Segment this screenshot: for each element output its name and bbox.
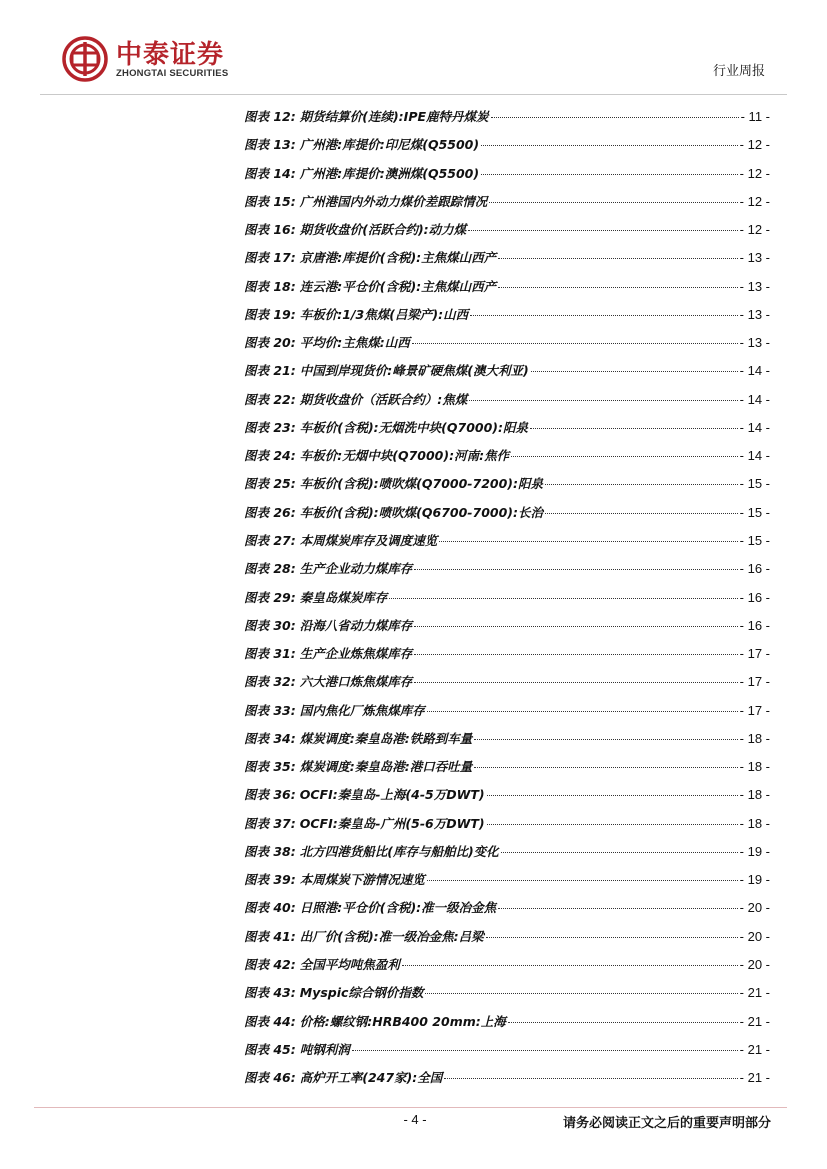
toc-entry[interactable] bbox=[244, 555, 770, 583]
toc-entry-page: - 21 - bbox=[739, 985, 770, 1001]
toc-leader-dots bbox=[468, 230, 737, 231]
toc-entry[interactable] bbox=[244, 160, 770, 188]
toc-entry-label: 图表 38: bbox=[244, 843, 296, 859]
toc-entry[interactable] bbox=[244, 810, 770, 838]
toc-leader-dots bbox=[511, 456, 738, 457]
toc-entry-page: - 20 - bbox=[739, 900, 770, 916]
toc-entry-title: 车板价:无烟中块(Q7000):河南:焦作 bbox=[299, 448, 510, 464]
toc-leader-dots bbox=[498, 258, 737, 259]
toc-entry[interactable] bbox=[244, 1008, 770, 1036]
toc-entry-title: 出厂价(含税):准一级冶金焦:吕梁 bbox=[299, 928, 484, 944]
toc-entry-label: 图表 41: bbox=[244, 928, 296, 944]
toc-leader-dots bbox=[508, 1022, 738, 1023]
toc-entry[interactable] bbox=[244, 103, 770, 131]
toc-entry-title: 全国平均吨焦盈利 bbox=[299, 956, 400, 972]
toc-entry[interactable] bbox=[244, 866, 770, 894]
toc-entry[interactable] bbox=[244, 640, 770, 668]
toc-entry[interactable] bbox=[244, 216, 770, 244]
toc-entry-page: - 13 - bbox=[739, 278, 770, 294]
toc-entry-page: - 18 - bbox=[739, 815, 770, 831]
toc-leader-dots bbox=[425, 993, 737, 994]
toc-entry-title: 车板价(含税):喷吹煤(Q6700-7000):长治 bbox=[299, 504, 543, 520]
toc-leader-dots bbox=[412, 343, 738, 344]
toc-entry-title: 价格:螺纹钢:HRB400 20mm:上海 bbox=[299, 1013, 506, 1029]
toc-entry[interactable] bbox=[244, 527, 770, 555]
toc-entry-label: 图表 23: bbox=[244, 419, 296, 435]
toc-leader-dots bbox=[489, 202, 737, 203]
toc-entry-title: 车板价(含税):喷吹煤(Q7000-7200):阳泉 bbox=[299, 476, 543, 492]
toc-entry-page: - 14 - bbox=[739, 419, 770, 435]
toc-entry[interactable] bbox=[244, 470, 770, 498]
toc-leader-dots bbox=[498, 908, 737, 909]
toc-entry-page: - 18 - bbox=[739, 787, 770, 803]
toc-entry-label: 图表 29: bbox=[244, 589, 296, 605]
toc-leader-dots bbox=[414, 682, 737, 683]
toc-entry-label: 图表 30: bbox=[244, 617, 296, 633]
toc-entry[interactable] bbox=[244, 894, 770, 922]
toc-leader-dots bbox=[389, 598, 737, 599]
toc-entry-title: 北方四港货船比(库存与船舶比)变化 bbox=[299, 843, 499, 859]
toc-entry-title: 本周煤炭库存及调度速览 bbox=[299, 532, 438, 548]
toc-leader-dots bbox=[545, 484, 738, 485]
toc-entry-title: 吨钢利润 bbox=[299, 1041, 350, 1057]
toc-entry[interactable] bbox=[244, 273, 770, 301]
toc-entry-page: - 17 - bbox=[739, 646, 770, 662]
toc-entry-label: 图表 45: bbox=[244, 1041, 296, 1057]
toc-entry-label: 图表 15: bbox=[244, 193, 296, 209]
toc-leader-dots bbox=[474, 767, 737, 768]
toc-entry-label: 图表 37: bbox=[244, 815, 296, 831]
toc-leader-dots bbox=[469, 400, 737, 401]
toc-entry-page: - 12 - bbox=[739, 193, 770, 209]
toc-leader-dots bbox=[427, 711, 738, 712]
toc-leader-dots bbox=[414, 569, 737, 570]
toc-entry[interactable] bbox=[244, 244, 770, 272]
toc-entry[interactable] bbox=[244, 442, 770, 470]
toc-entry-title: 六大港口炼焦煤库存 bbox=[299, 674, 413, 690]
footer-disclaimer: 请务必阅读正文之后的重要声明部分 bbox=[562, 1116, 771, 1131]
toc-entry-title: 秦皇岛煤炭库存 bbox=[299, 589, 388, 605]
toc-leader-dots bbox=[486, 937, 738, 938]
toc-entry-page: - 13 - bbox=[739, 250, 770, 266]
footer-divider bbox=[34, 1107, 787, 1108]
toc-entry-label: 图表 13: bbox=[244, 137, 296, 153]
toc-entry-page: - 20 - bbox=[739, 956, 770, 972]
zhongtai-logo-icon bbox=[62, 36, 108, 82]
toc-entry-label: 图表 22: bbox=[244, 391, 296, 407]
toc-entry[interactable] bbox=[244, 979, 770, 1007]
toc-entry-title: 期货收盘价（活跃合约）:焦煤 bbox=[299, 391, 468, 407]
toc-leader-dots bbox=[470, 315, 738, 316]
toc-entry-label: 图表 31: bbox=[244, 646, 296, 662]
toc-entry-label: 图表 17: bbox=[244, 250, 296, 266]
toc-entry-label: 图表 25: bbox=[244, 476, 296, 492]
toc-entry-title: 京唐港:库提价(含税):主焦煤山西产 bbox=[299, 250, 497, 266]
toc-entry-label: 图表 35: bbox=[244, 759, 296, 775]
toc-entry-label: 图表 16: bbox=[244, 222, 296, 238]
toc-entry-label: 图表 44: bbox=[244, 1013, 296, 1029]
toc-entry-title: 沿海八省动力煤库存 bbox=[299, 617, 413, 633]
toc-entry-title: 日照港:平仓价(含税):准一级冶金焦 bbox=[299, 900, 497, 916]
toc-leader-dots bbox=[487, 795, 738, 796]
toc-entry-label: 图表 42: bbox=[244, 956, 296, 972]
toc-entry-title: 煤炭调度:秦皇岛港:港口吞吐量 bbox=[299, 759, 473, 775]
toc-entry-title: 中国到岸现货价:峰景矿硬焦煤(澳大利亚) bbox=[299, 363, 529, 379]
toc-entry-page: - 17 - bbox=[739, 674, 770, 690]
toc-entry-page: - 16 - bbox=[739, 589, 770, 605]
toc-entry-label: 图表 27: bbox=[244, 532, 296, 548]
toc-entry[interactable] bbox=[244, 612, 770, 640]
toc-entry-label: 图表 33: bbox=[244, 702, 296, 718]
toc-entry-page: - 13 - bbox=[739, 335, 770, 351]
toc-entry-page: - 21 - bbox=[739, 1041, 770, 1057]
toc-entry-page: - 15 - bbox=[739, 504, 770, 520]
toc-entry[interactable] bbox=[244, 329, 770, 357]
toc-entry-page: - 11 - bbox=[740, 109, 770, 124]
toc-entry-label: 图表 26: bbox=[244, 504, 296, 520]
toc-entry-page: - 13 - bbox=[739, 306, 770, 322]
toc-entry-page: - 15 - bbox=[739, 532, 770, 548]
toc-entry-label: 图表 20: bbox=[244, 335, 296, 351]
toc-leader-dots bbox=[481, 145, 738, 146]
toc-entry-title: 广州港国内外动力煤价差跟踪情况 bbox=[299, 193, 488, 209]
toc-entry-title: 生产企业炼焦煤库存 bbox=[299, 646, 413, 662]
toc-leader-dots bbox=[481, 174, 738, 175]
toc-entry[interactable] bbox=[244, 725, 770, 753]
toc-entry-label: 图表 40: bbox=[244, 900, 296, 916]
toc-entry[interactable] bbox=[244, 584, 770, 612]
toc-entry-page: - 14 - bbox=[739, 391, 770, 407]
toc-entry-label: 图表 36: bbox=[244, 787, 296, 803]
toc-entry[interactable] bbox=[244, 838, 770, 866]
toc-entry-label: 图表 39: bbox=[244, 872, 296, 888]
toc-leader-dots bbox=[352, 1050, 738, 1051]
toc-entry-page: - 18 - bbox=[739, 759, 770, 775]
toc-entry[interactable] bbox=[244, 1064, 770, 1092]
brand-name-en: ZHONGTAI SECURITIES bbox=[116, 68, 229, 79]
toc-entry-title: Myspic综合钢价指数 bbox=[299, 985, 424, 1001]
toc-entry-page: - 20 - bbox=[739, 928, 770, 944]
toc-entry-title: 高炉开工率(247家):全国 bbox=[299, 1070, 443, 1086]
toc-entry-title: 广州港:库提价:澳洲煤(Q5500) bbox=[299, 165, 480, 181]
toc-entry[interactable] bbox=[244, 668, 770, 696]
toc-leader-dots bbox=[501, 852, 738, 853]
toc-entry-label: 图表 19: bbox=[244, 306, 296, 322]
toc-entry-page: - 16 - bbox=[739, 617, 770, 633]
toc-entry-title: 广州港:库提价:印尼煤(Q5500) bbox=[299, 137, 480, 153]
toc-entry-title: 生产企业动力煤库存 bbox=[299, 561, 413, 577]
toc-entry-page: - 14 - bbox=[739, 448, 770, 464]
toc-entry[interactable] bbox=[244, 697, 770, 725]
toc-entry-page: - 12 - bbox=[739, 137, 770, 153]
toc-entry[interactable] bbox=[244, 188, 770, 216]
report-type: 行业周报 bbox=[712, 64, 765, 79]
toc-entry-label: 图表 32: bbox=[244, 674, 296, 690]
toc-entry[interactable] bbox=[244, 951, 770, 979]
toc-leader-dots bbox=[474, 739, 737, 740]
toc-entry-page: - 12 - bbox=[739, 222, 770, 238]
toc-entry-label: 图表 43: bbox=[244, 985, 296, 1001]
toc-entry-title: 本周煤炭下游情况速览 bbox=[299, 872, 425, 888]
toc-entry[interactable] bbox=[244, 1036, 770, 1064]
toc-entry-title: 平均价:主焦煤:山西 bbox=[299, 335, 410, 351]
page-header bbox=[0, 0, 827, 100]
toc-entry-label: 图表 14: bbox=[244, 165, 296, 181]
toc-entry-page: - 14 - bbox=[739, 363, 770, 379]
toc-entry-page: - 17 - bbox=[739, 702, 770, 718]
toc-entry-page: - 18 - bbox=[739, 730, 770, 746]
page-number: - 4 - bbox=[403, 1112, 427, 1127]
toc-entry-label: 图表 34: bbox=[244, 730, 296, 746]
table-of-figures bbox=[244, 103, 770, 1092]
header-divider bbox=[40, 94, 787, 95]
toc-entry-page: - 19 - bbox=[739, 843, 770, 859]
toc-entry-title: OCFI:秦皇岛-广州(5-6万DWT) bbox=[299, 815, 485, 831]
toc-entry-page: - 19 - bbox=[739, 872, 770, 888]
toc-entry[interactable] bbox=[244, 414, 770, 442]
toc-leader-dots bbox=[439, 541, 737, 542]
toc-entry-label: 图表 28: bbox=[244, 561, 296, 577]
toc-leader-dots bbox=[531, 371, 738, 372]
toc-entry-title: 连云港:平仓价(含税):主焦煤山西产 bbox=[299, 278, 497, 294]
toc-entry-label: 图表 24: bbox=[244, 448, 296, 464]
toc-entry-title: OCFI:秦皇岛-上海(4-5万DWT) bbox=[299, 787, 485, 803]
toc-entry[interactable] bbox=[244, 131, 770, 159]
toc-leader-dots bbox=[545, 513, 738, 514]
brand-name-cn: 中泰证券 bbox=[116, 40, 225, 70]
toc-leader-dots bbox=[427, 880, 738, 881]
toc-leader-dots bbox=[414, 626, 737, 627]
toc-leader-dots bbox=[487, 824, 738, 825]
toc-entry-title: 期货收盘价(活跃合约):动力煤 bbox=[299, 222, 467, 238]
toc-entry[interactable] bbox=[244, 499, 770, 527]
toc-entry-title: 车板价:1/3焦煤(吕梁产):山西 bbox=[299, 306, 469, 322]
toc-leader-dots bbox=[414, 654, 737, 655]
toc-entry-title: 车板价(含税):无烟洗中块(Q7000):阳泉 bbox=[299, 419, 529, 435]
toc-entry-page: - 12 - bbox=[739, 165, 770, 181]
toc-entry[interactable] bbox=[244, 386, 770, 414]
toc-entry-page: - 21 - bbox=[739, 1013, 770, 1029]
toc-entry[interactable] bbox=[244, 753, 770, 781]
toc-leader-dots bbox=[402, 965, 738, 966]
toc-entry[interactable] bbox=[244, 301, 770, 329]
toc-entry-label: 图表 12: bbox=[244, 109, 296, 124]
toc-entry-title: 期货结算价(连续):IPE鹿特丹煤炭 bbox=[299, 109, 489, 124]
toc-entry-label: 图表 21: bbox=[244, 363, 296, 379]
toc-entry[interactable] bbox=[244, 781, 770, 809]
toc-entry[interactable] bbox=[244, 357, 770, 385]
toc-leader-dots bbox=[444, 1078, 737, 1079]
toc-entry-page: - 16 - bbox=[739, 561, 770, 577]
toc-leader-dots bbox=[530, 428, 738, 429]
toc-leader-dots bbox=[491, 117, 739, 118]
toc-entry-page: - 15 - bbox=[739, 476, 770, 492]
toc-entry-label: 图表 46: bbox=[244, 1070, 296, 1086]
toc-entry-title: 国内焦化厂炼焦煤库存 bbox=[299, 702, 425, 718]
toc-entry-title: 煤炭调度:秦皇岛港:铁路到车量 bbox=[299, 730, 473, 746]
toc-leader-dots bbox=[498, 287, 737, 288]
toc-entry-label: 图表 18: bbox=[244, 278, 296, 294]
toc-entry-page: - 21 - bbox=[739, 1070, 770, 1086]
toc-entry[interactable] bbox=[244, 923, 770, 951]
